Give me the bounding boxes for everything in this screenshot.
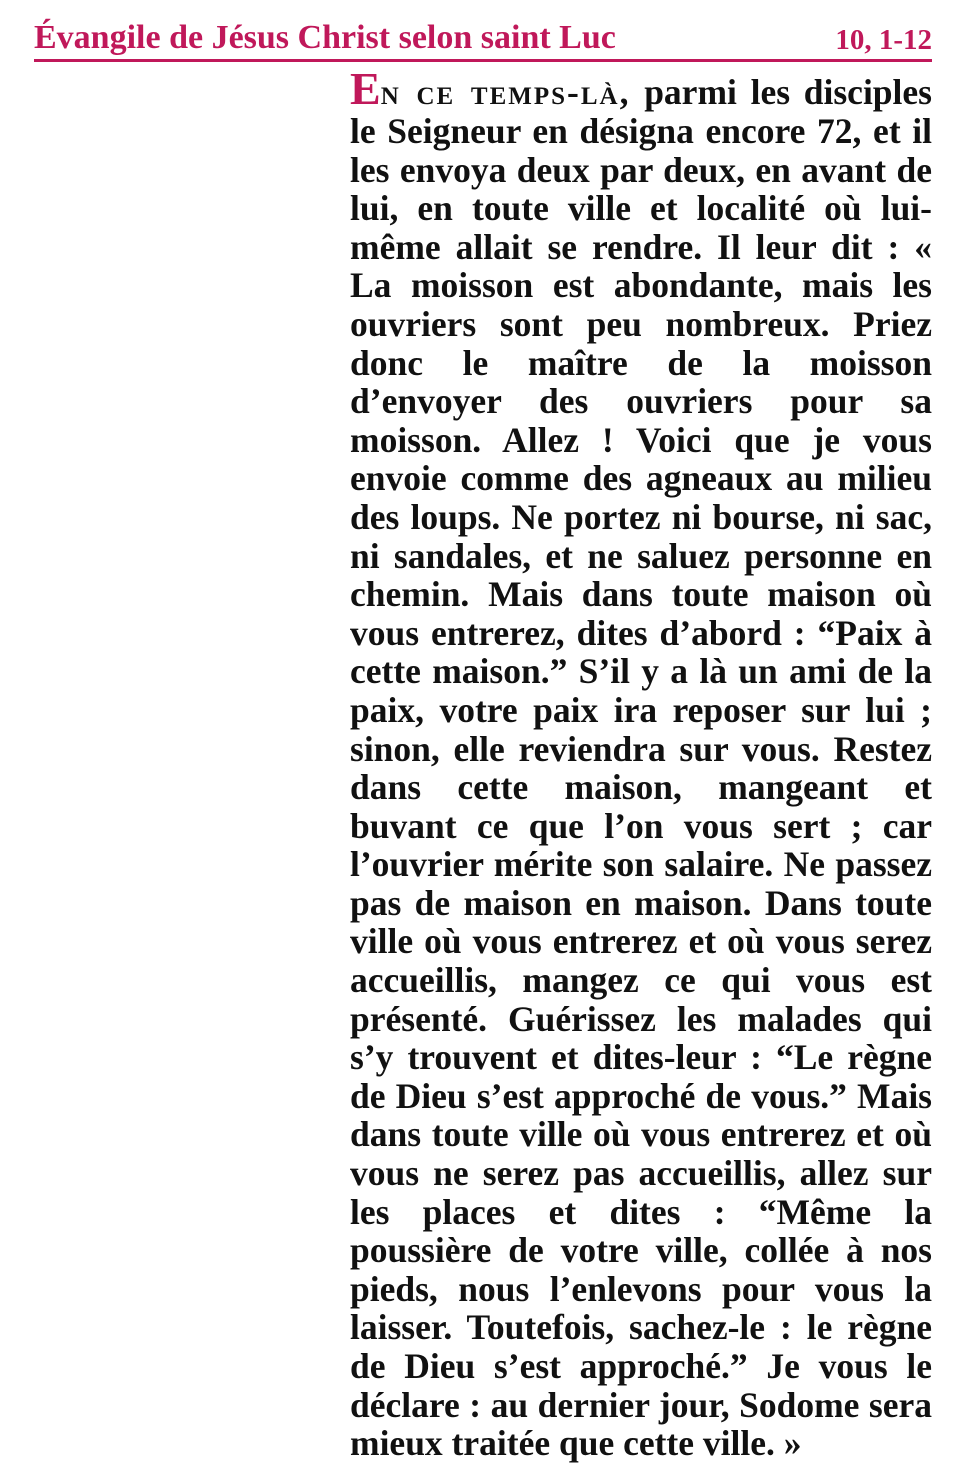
- gospel-title: Évangile de Jésus Christ selon saint Luc: [34, 19, 616, 56]
- gospel-reading-page: [34, 20, 932, 1463]
- opening-small-caps: n ce temps-là,: [380, 72, 631, 112]
- drop-cap-letter: E: [350, 63, 381, 114]
- reading-paragraph: [34, 63, 932, 1463]
- reading-header: [34, 20, 932, 62]
- reading-body-text: parmi les disciples le Seigneur en désigna encore 72, et il les envoya deux par deux, en avant de lui, en toute ville et localité où lui-même allait se rendre. Il leur dit : « La moisson est abondante, mais les ouvriers sont peu nombreux. Priez donc le maître de la moisson d’envoyer des ouvriers pour sa moisson. Allez ! Voici que je vous envoie comme des agneaux au milieu des loups. Ne portez ni bourse, ni sac, ni sandales, et ne saluez personne en chemin. Mais dans toute maison où vous entrerez, dites d’abord : “Paix à cette maison.” S’il y a là un ami de la paix, votre paix ira reposer sur lui ; sinon, elle reviendra sur vous. Restez dans cette maison, mangeant et buvant ce que l’on vous sert ; car l’ouvrier mérite son salaire. Ne passez pas de maison en maison. Dans toute ville où vous entrerez et où vous serez accueillis, mangez ce qui vous est présenté. Guérissez les malades qui s’y trouvent et dites-leur : “Le règne de Dieu s’est approché de vous.” Mais dans toute ville où vous entrerez et où vous ne serez pas accueillis, allez sur les places et dites : “Même la poussière de votre ville, collée à nos pieds, nous l’enlevons pour vous la laisser. Toutefois, sachez-le : le règne de Dieu s’est approché.” Je vous le déclare : au dernier jour, Sodome sera mieux traitée que cette ville. »: [350, 72, 932, 1463]
- scripture-reference: 10, 1-12: [835, 24, 932, 56]
